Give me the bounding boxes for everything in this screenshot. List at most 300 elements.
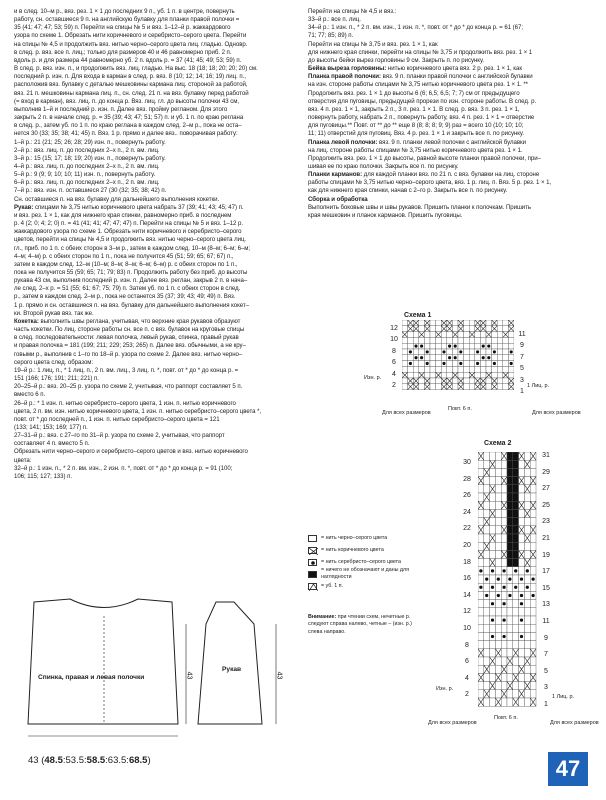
grid-cell <box>430 326 436 332</box>
grid-cell <box>424 332 430 338</box>
grid-cell <box>408 337 414 343</box>
size-bold-2: 58.5 <box>86 755 106 766</box>
grid-cell <box>458 366 464 372</box>
grid-cell <box>495 501 501 509</box>
grid-cell <box>490 624 496 632</box>
text-line: Выполнить боковые швы и швы рукавов. Пришить планки к полочкам. Пришить <box>308 203 532 211</box>
grid-cell <box>524 624 530 632</box>
row-number: 5 <box>544 667 548 675</box>
grid-cell <box>530 632 536 640</box>
text-line: работы спицами № 3,75 нитью черно–серого цвета, вяз. 1 р. лиц. п. Вяз. 5 р. рез. 1 × 1, <box>308 179 552 187</box>
grid-cell <box>519 509 525 517</box>
text-line: и в след. 10–м р., вяз. рез. 1 × 1 до последних 9 п., уб. 1 п. в центре, повернуть <box>14 8 235 15</box>
text-line: вдоль р. и для размера 44 равномерно уб. 2 п. вдоль р. = 37 (41; 45; 49; 53; 59) п. <box>14 56 242 64</box>
grid-cell <box>530 624 536 632</box>
grid-cell <box>530 559 536 567</box>
grid-cell <box>413 366 419 372</box>
dot-mark <box>426 350 429 353</box>
grid-cell <box>503 349 509 355</box>
grid-cell <box>519 518 525 526</box>
grid-cell <box>436 343 442 349</box>
grid-cell <box>419 320 425 326</box>
grid-cell <box>475 337 481 343</box>
grid-cell <box>501 698 507 706</box>
grid-cell <box>513 477 519 485</box>
grid-cell <box>507 608 513 616</box>
dot-mark <box>420 345 423 348</box>
grid-cell <box>497 355 503 361</box>
text-line: 2–й р.: вяз. лиц. п. до последних 2–х п., 2 п. вм. лиц. <box>14 146 160 154</box>
grid-cell <box>484 559 490 567</box>
grid-cell <box>513 657 519 665</box>
grid-cell <box>430 384 436 390</box>
grid-cell <box>430 355 436 361</box>
grid-cell <box>475 332 481 338</box>
grid-cell <box>524 518 530 526</box>
grid-cell <box>402 366 408 372</box>
grid-cell <box>402 326 408 332</box>
grid-cell <box>503 366 509 372</box>
right-text-column <box>308 8 594 220</box>
grid-cell <box>495 657 501 665</box>
text-line: выполнив 1–й и последний р. изн. п. Далее вяз. пройму регланом. Для этого <box>14 105 228 113</box>
grid-cell <box>447 366 453 372</box>
grid-cell <box>490 493 496 501</box>
grid-cell <box>519 493 525 501</box>
grid-cell <box>464 343 470 349</box>
grid-cell <box>495 509 501 517</box>
grid-cell <box>513 485 519 493</box>
grid-cell <box>478 641 484 649</box>
grid-cell <box>478 600 484 608</box>
row-number: 17 <box>542 568 550 576</box>
text-line: Продолжить вяз. рез. 1 × 1 до высоты 6 (6; 6,5; 6,5; 7; 7) см от предыдущего <box>308 89 520 97</box>
grid-cell <box>530 690 536 698</box>
grid-cell <box>495 567 501 575</box>
grid-cell <box>430 366 436 372</box>
attention-note <box>308 614 423 636</box>
grid-cell <box>464 320 470 326</box>
grid-cell <box>490 690 496 698</box>
sizes-suffix: ) <box>147 755 151 766</box>
row-number: 10 <box>390 336 398 344</box>
grid-cell <box>497 361 503 367</box>
grid-cell <box>513 575 519 583</box>
row-number: 29 <box>542 468 550 476</box>
text-line: (= вход в карман), вяз. лиц. п. до конца р. Вяз. лиц. гл. до высоты полочки 43 см, <box>14 97 240 105</box>
grid-cell <box>495 632 501 640</box>
size-bold-1: 48.5 <box>44 755 63 766</box>
blank-symbol-icon <box>308 535 317 542</box>
grid-cell <box>478 468 484 476</box>
grid-cell <box>530 485 536 493</box>
text-line: закрыть 2 п. в начале след. р. = 35 (39; 43; 47; 51; 57) п. и уб. 1 п. по краю реглана <box>14 114 244 122</box>
text-line: 35 (41; 47; 47; 53; 59) п. Перейти на спицы № 5 и вяз. 1–12–й р. жаккардового <box>14 24 231 32</box>
grid-cell <box>497 349 503 355</box>
scheme2-title: Схема 2 <box>484 440 512 447</box>
grid-cell <box>452 384 458 390</box>
grid-cell <box>507 542 513 550</box>
grid-cell <box>513 501 519 509</box>
grid-cell <box>507 673 513 681</box>
grid-cell <box>402 343 408 349</box>
grid-cell <box>495 641 501 649</box>
grid-cell <box>436 337 442 343</box>
grid-cell <box>458 343 464 349</box>
text-line: расположив вяз. булавку с деталью мешковины кармана лиц. стороной за работой, <box>14 81 248 89</box>
grid-cell <box>524 493 530 501</box>
grid-cell <box>501 460 507 468</box>
row-number: 26 <box>463 492 471 500</box>
text-line: для нижнего края спинки, перейти на спицы № 3,75 и продолжить вяз. рез. 1 × 1 <box>308 48 533 56</box>
dot-mark <box>420 356 423 359</box>
grid-cell <box>430 332 436 338</box>
grid-cell <box>478 690 484 698</box>
grid-cell <box>484 460 490 468</box>
row-number: 16 <box>463 575 471 583</box>
grid-cell <box>507 616 513 624</box>
grid-cell <box>497 337 503 343</box>
grid-cell <box>441 337 447 343</box>
grid-cell <box>524 477 530 485</box>
dot-mark <box>520 602 523 605</box>
grid-cell <box>501 649 507 657</box>
grid-cell <box>419 337 425 343</box>
text-line: шивая ее по краю полочки. Закрыть все п. по рисунку. <box>308 162 459 170</box>
dot-mark <box>493 350 496 353</box>
grid-cell <box>507 501 513 509</box>
dot-mark <box>526 569 529 572</box>
row-number: 25 <box>542 501 550 509</box>
grid-cell <box>530 493 536 501</box>
grid-cell <box>478 485 484 493</box>
grid-cell <box>452 378 458 384</box>
grid-cell <box>484 485 490 493</box>
grid-cell <box>497 332 503 338</box>
dot-mark <box>485 594 488 597</box>
grid-cell <box>513 624 519 632</box>
grid-cell <box>497 366 503 372</box>
grid-cell <box>490 518 496 526</box>
grid-cell <box>424 343 430 349</box>
text-line: повернуть работу, набрать 2 п., повернуть работу, вяз. 4 п. рез. 1 × 1 = отверстие <box>308 114 535 122</box>
dot-mark <box>409 362 412 365</box>
grid-cell <box>503 320 509 326</box>
grid-cell <box>413 361 419 367</box>
grid-cell <box>530 567 536 575</box>
text-line: 7–й р.: вяз. изн. п. оставшиеся 27 (30 (32; 35; 38; 42) п. <box>14 187 167 195</box>
grid-cell <box>507 600 513 608</box>
text-line: Сборка и обработка <box>308 195 368 203</box>
section-heading: Кокетка: <box>14 317 39 325</box>
dot-mark <box>491 602 494 605</box>
grid-cell <box>436 366 442 372</box>
grid-cell <box>507 485 513 493</box>
row-number: 7 <box>544 651 548 659</box>
section-heading: Планка правой полочки: <box>308 73 381 81</box>
dot-mark <box>510 350 513 353</box>
text-line: Планки карманов: для каждой планки вяз. по 21 п. с вяз. булавки на лиц. стороне <box>308 171 540 179</box>
text-line: Рукав: спицами № 3,75 нитью коричневого цвета набрать 37 (39; 41; 43; 45; 47) п. <box>14 203 244 211</box>
scheme1-title: Схема 1 <box>404 312 432 319</box>
row-number: 6 <box>465 658 469 666</box>
grid-cell <box>501 509 507 517</box>
grid-cell <box>490 526 496 534</box>
grid-cell <box>497 384 503 390</box>
text-line: в след. р., затем уб. по 1 п. по краю реглана в каждом след. 2–м р., пока не оста– <box>14 122 242 130</box>
grid-cell <box>513 665 519 673</box>
text-line: Перейти на спицы № 4,5 и вяз.: <box>308 8 397 15</box>
grid-cell <box>524 542 530 550</box>
grid-cell <box>478 608 484 616</box>
grid-cell <box>464 378 470 384</box>
grid-cell <box>490 575 496 583</box>
grid-cell <box>519 682 525 690</box>
grid-cell <box>513 460 519 468</box>
text-line: для пуговицы.** Повт. от ** до ** еще 8 (8; 8; 8; 9; 9) раз = всего 10 (10; 10; 10; <box>308 122 524 130</box>
row-number: 30 <box>463 459 471 466</box>
grid-cell <box>478 509 484 517</box>
dot-mark <box>520 618 523 621</box>
grid-cell <box>507 583 513 591</box>
grid-cell <box>480 366 486 372</box>
grid-cell <box>484 477 490 485</box>
grid-cell <box>503 355 509 361</box>
grid-cell <box>413 337 419 343</box>
grid-cell <box>507 477 513 485</box>
grid-cell <box>495 690 501 698</box>
grid-cell <box>513 608 519 616</box>
grid-cell <box>530 509 536 517</box>
text-line: ле след. 2–х р. = 51 (55; 61; 67; 75; 79) п. Затем уб. по 1 п. с обеих сторон в след. <box>14 285 241 293</box>
dot-mark <box>426 362 429 365</box>
grid-cell <box>497 320 503 326</box>
text-line: вяз. 4 п. рез. 1 × 1, закрыть 2 п., 3 п. рез. 1 × 1. В след. р. вяз. 3 п. рез. 1 × 1, <box>308 105 520 113</box>
dot-mark <box>510 362 513 365</box>
grid-cell <box>495 518 501 526</box>
scheme1-lic-label: 1 Лиц. р. <box>527 383 550 389</box>
dot-mark <box>526 586 529 589</box>
dot-mark <box>485 577 488 580</box>
grid-cell <box>464 349 470 355</box>
grid-cell <box>452 361 458 367</box>
note-text: при чтении схем, нечетные р. следуют справа налево, четные – (изн. р.) слева направо. <box>308 614 412 635</box>
grid-cell <box>402 337 408 343</box>
grid-cell <box>478 493 484 501</box>
grid-cell <box>513 632 519 640</box>
grid-cell <box>484 624 490 632</box>
grid-cell <box>464 366 470 372</box>
grid-cell <box>524 608 530 616</box>
size-bold-3: 68.5 <box>128 755 148 766</box>
grid-cell <box>519 641 525 649</box>
grid-cell <box>530 657 536 665</box>
dot-mark <box>442 350 445 353</box>
dot-mark <box>482 356 485 359</box>
row-number: 10 <box>463 625 471 632</box>
grid-cell <box>492 372 498 378</box>
grid-cell <box>519 542 525 550</box>
grid-cell <box>419 366 425 372</box>
grid-cell <box>513 534 519 542</box>
grid-cell <box>486 384 492 390</box>
grid-cell <box>430 343 436 349</box>
grid-cell <box>519 583 525 591</box>
grid-cell <box>519 485 525 493</box>
grid-cell <box>519 534 525 542</box>
grid-cell <box>402 349 408 355</box>
grid-cell <box>486 337 492 343</box>
grid-cell <box>490 591 496 599</box>
grid-cell <box>508 343 514 349</box>
grid-cell <box>478 534 484 542</box>
grid-cell <box>495 468 501 476</box>
row-number: 27 <box>542 485 550 493</box>
grid-cell <box>524 526 530 534</box>
grid-cell <box>519 460 525 468</box>
scheme2-grid <box>478 452 538 708</box>
grid-cell <box>464 372 470 378</box>
grid-cell <box>492 343 498 349</box>
text-line: 33–й р.: все п. лиц. <box>308 16 361 24</box>
dot-mark <box>493 362 496 365</box>
text-line: Продолжить вяз. рез. 1 × 1 до высоты, равной высоте планки правой полочки, при– <box>308 154 541 162</box>
row-number: 3 <box>544 684 548 692</box>
grid-cell <box>484 608 490 616</box>
grid-cell <box>513 591 519 599</box>
grid-cell <box>478 657 484 665</box>
text-line: 1–й р.: 21 (21; 25; 26; 28; 29) изн. п., повернуть работу. <box>14 138 166 146</box>
grid-cell <box>530 682 536 690</box>
legend <box>308 532 423 592</box>
dot-mark <box>531 577 534 580</box>
grid-cell <box>464 326 470 332</box>
row-number: 9 <box>544 634 548 642</box>
row-number: 24 <box>463 508 471 516</box>
legend-item <box>308 568 423 580</box>
grid-cell <box>413 372 419 378</box>
text-line: пока не получится 55 (59; 65; 71; 79; 83) п. Продолжить работу без приб. до высоты <box>14 269 248 276</box>
grid-cell <box>497 326 503 332</box>
grid-cell <box>530 583 536 591</box>
grid-cell <box>490 649 496 657</box>
row-number: 11 <box>542 618 550 625</box>
grid-cell <box>452 326 458 332</box>
text-line: цветов, перейти на спицы № 4,5 и продолжить вяз. нитью черно–серого цвета лиц. <box>14 236 247 244</box>
dot-mark <box>520 577 523 580</box>
legend-text: = нить серебристо–серого цвета <box>321 558 401 565</box>
grid-cell <box>490 673 496 681</box>
grid-cell <box>419 378 425 384</box>
grid-cell <box>447 349 453 355</box>
grid-cell <box>447 332 453 338</box>
text-line: в след. р. вяз. все п. лиц.; только для размеров 40 и 46 равномерно приб. 2 п. <box>14 48 232 56</box>
grid-cell <box>524 575 530 583</box>
grid-cell <box>513 518 519 526</box>
scheme1-all-sizes-right: Для всех размеров <box>532 410 581 416</box>
grid-cell <box>513 468 519 476</box>
text-line: затем в каждом след. 12–м (10–м; 8–м; 8–м; 6–м; 6–м) р. с обеих сторон по 1 п., <box>14 260 238 268</box>
grid-cell <box>484 698 490 706</box>
grid-cell <box>524 452 530 460</box>
section-heading: Планка левой полочки: <box>308 138 378 146</box>
grid-cell <box>464 361 470 367</box>
grid-cell <box>436 349 442 355</box>
grid-cell <box>469 361 475 367</box>
dot-mark <box>491 586 494 589</box>
scheme1-izn-label: Изн. р. <box>364 375 382 381</box>
dot-mark <box>454 356 457 359</box>
grid-cell <box>484 509 490 517</box>
grid-cell <box>486 366 492 372</box>
grid-cell <box>464 332 470 338</box>
grid-cell <box>478 518 484 526</box>
grid-cell <box>478 559 484 567</box>
legend-item <box>308 544 423 556</box>
text-line: 27–31–й р.: вяз. с 27–го по 31–й р. узора по схеме 2, учитывая, что раппорт <box>14 432 225 440</box>
grid-cell <box>441 366 447 372</box>
sizes-sep-1: :53.5: <box>62 755 87 766</box>
scheme1-repeat-label: Повт. 6 п. <box>448 406 472 412</box>
grid-cell <box>501 673 507 681</box>
grid-cell <box>447 337 453 343</box>
row-number: 12 <box>463 608 471 616</box>
text-line: Планка правой полочки: вяз. 9 п. планки правой полочки с английской булавки <box>308 73 533 81</box>
grid-cell <box>530 641 536 649</box>
grid-cell <box>478 460 484 468</box>
text-line: Бейка выреза горловины: нитью коричневого цвета вяз. 2 р. рез. 1 × 1, как <box>308 65 522 73</box>
text-line: на лиц. стороне работы спицами № 3,75 нитью коричневого цвета рез. 1 × 1. <box>308 146 523 154</box>
grid-cell <box>507 452 513 460</box>
text-line: Перейти на спицы № 3,75 и вяз. рез. 1 × 1, как <box>308 40 438 48</box>
grid-cell <box>503 326 509 332</box>
scheme1-grid <box>402 320 514 390</box>
grid-cell <box>508 355 514 361</box>
grid-cell <box>501 518 507 526</box>
grid-cell <box>441 343 447 349</box>
cross-symbol-icon <box>308 547 317 554</box>
grid-cell <box>490 698 496 706</box>
legend-text: = нить черно–серого цвета <box>321 534 388 541</box>
grid-cell <box>402 378 408 384</box>
grid-cell <box>484 600 490 608</box>
back-pattern-shape <box>28 599 178 724</box>
grid-cell <box>478 575 484 583</box>
dot-mark <box>502 618 505 621</box>
grid-cell <box>480 361 486 367</box>
row-number: 7 <box>520 353 524 361</box>
grid-cell <box>501 559 507 567</box>
sizes-line <box>28 755 151 766</box>
grid-cell <box>501 641 507 649</box>
grid-cell <box>513 600 519 608</box>
grid-cell <box>497 343 503 349</box>
row-number: 8 <box>392 347 396 355</box>
row-number: 14 <box>463 591 471 599</box>
grid-cell <box>484 632 490 640</box>
grid-cell <box>507 649 513 657</box>
grid-cell <box>530 534 536 542</box>
grid-cell <box>484 550 490 558</box>
dot-mark <box>459 350 462 353</box>
scheme1-all-sizes-left: Для всех размеров <box>382 410 431 416</box>
grid-cell <box>513 493 519 501</box>
text-line: Кокетка: выполнить швы реглана, учитывая, что верхние края рукавов образуют <box>14 317 241 325</box>
grid-cell <box>490 665 496 673</box>
grid-cell <box>524 632 530 640</box>
grid-cell <box>530 542 536 550</box>
grid-cell <box>430 320 436 326</box>
